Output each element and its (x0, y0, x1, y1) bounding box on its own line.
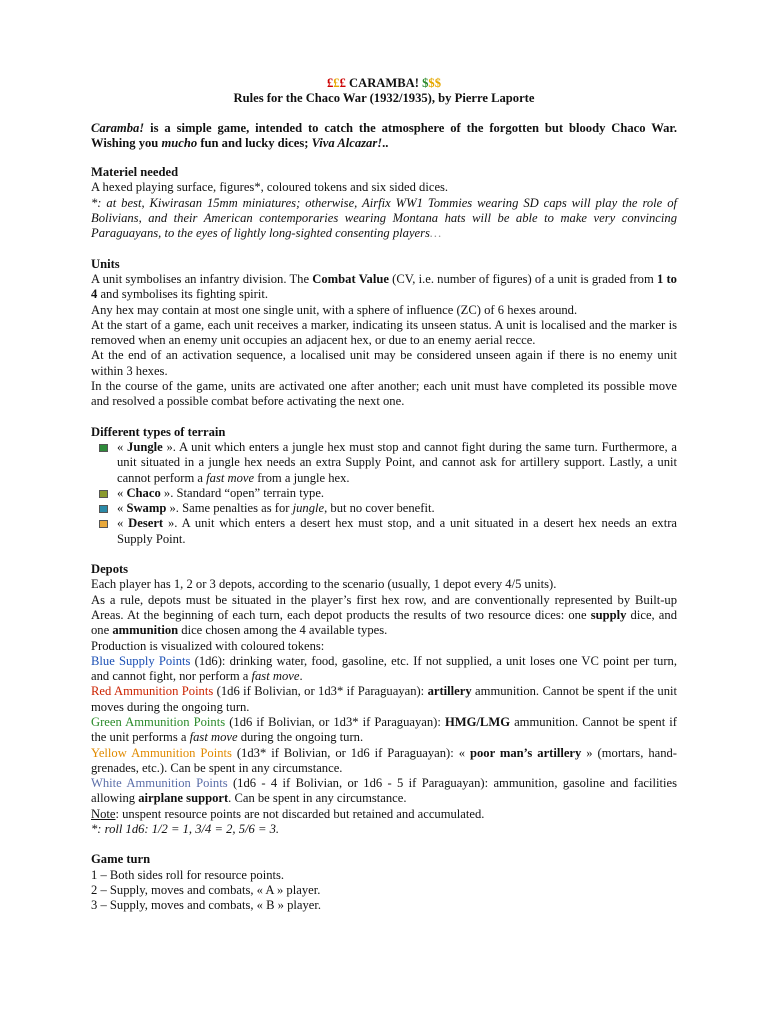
depots-p2-text-a: As a rule, depots must be situated in the player’s first hex row, and are conventionally represented by Built-up Areas. At the beginning of each turn, each depot products the results of two resource dices: one (91, 592, 677, 622)
terrain-open-quote: « (117, 485, 127, 500)
depots-heading: Depots (91, 562, 129, 577)
depots-paragraph-1: Each player has 1, 2 or 3 depots, according to the scenario (usually, 1 depot every 4/5 units). (91, 577, 557, 592)
intro-text-1: is a simple game, intended to catch the atmosphere of the forgotten but bloody Chaco War. Wishing you (91, 120, 677, 150)
materiel-ellipsis: … (429, 226, 442, 241)
materiel-note (91, 196, 677, 242)
depots-note-label: Note (91, 806, 116, 821)
red-ammunition-label: Red Ammunition Points (91, 684, 214, 699)
intro-text-3: .. (382, 135, 389, 150)
white-ammunition-label: White Ammunition Points (91, 776, 228, 791)
blue-supply-emphasis: fast move (251, 669, 300, 684)
units-paragraph-4: At the end of an activation sequence, a localised unit may be considered unseen again if there is no enemy unit within 3 hexes. (91, 348, 677, 378)
materiel-note-text: *: at best, Kiwirasan 15mm miniatures; otherwise, Airfix WW1 Tommies wearing SD caps will play the role of Bolivians, and their American contemporaries wearing Montana hats will be able to make very convincing Paraguayans, to the eyes of lightly long-sighted consenting players (91, 195, 677, 241)
terrain-close-quote: ». (162, 439, 179, 454)
terrain-emphasis: jungle (292, 501, 325, 516)
terrain-open-quote: « (117, 516, 129, 531)
depots-paragraph-3: Production is visualized with coloured tokens: (91, 638, 325, 653)
depots-ammunition-word: ammunition (112, 623, 179, 638)
title-dollar-green: $ (422, 76, 429, 90)
depots-note (91, 807, 677, 822)
terrain-text: Standard “open” terrain type. (176, 485, 325, 500)
green-ammunition-points (91, 715, 677, 746)
intro-mucho: mucho (161, 135, 198, 150)
chaco-square-icon (99, 490, 108, 498)
terrain-heading: Different types of terrain (91, 424, 226, 439)
desert-square-icon (99, 520, 108, 528)
depots-p2-text-e: dice chosen among the 4 available types. (178, 623, 388, 638)
units-paragraph-1 (91, 272, 677, 303)
units-paragraph-5: In the course of the game, units are activated one after another; each unit must have completed its possible move and resolved a possible combat before activating the next one. (91, 379, 677, 409)
terrain-name: Desert (128, 516, 164, 531)
green-ammunition-text: (1d6 if Bolivian, or 1d3* if Paraguayan): (225, 714, 445, 729)
units-combat-value: Combat Value (312, 271, 389, 286)
game-turn-step: 3 – Supply, moves and combats, « B » player. (91, 898, 322, 913)
terrain-close-quote: ». (163, 516, 182, 531)
units-cv-range: 1 to 4 (91, 271, 677, 302)
document-title (91, 76, 677, 91)
terrain-open-quote: « (117, 501, 127, 516)
materiel-section (91, 165, 677, 241)
yellow-ammunition-tail: » (mortars, hand-grenades, etc.). Can be spent in any circumstance. (91, 745, 677, 775)
white-ammunition-tail: . Can be spent in any circumstance. (228, 791, 407, 806)
white-ammunition-bold: airplane support (138, 791, 229, 806)
blue-supply-text: (1d6): drinking water, food, gasoline, etc. If not supplied, a unit loses one VC point per turn, and cannot fight, nor perform a (91, 653, 677, 684)
units-paragraph-2: Any hex may contain at most one single unit, with a sphere of influence (ZC) of 6 hexes around. (91, 302, 578, 317)
green-ammunition-label: Green Ammunition Points (91, 714, 226, 729)
title-pound-yellow: £ (333, 76, 340, 90)
intro-caramba: Caramba! (91, 120, 145, 135)
yellow-ammunition-points (91, 746, 677, 777)
terrain-name: Swamp (126, 501, 167, 516)
depots-p2-text-c: dice, and one (91, 607, 677, 638)
yellow-ammunition-text: (1d3* if Bolivian, or 1d6 if Paraguayan): « (231, 745, 470, 760)
terrain-tail: from a jungle hex. (254, 470, 350, 485)
terrain-name: Chaco (126, 485, 161, 500)
game-turn-section (91, 852, 677, 913)
red-ammunition-points (91, 684, 677, 715)
game-turn-heading: Game turn (91, 852, 151, 867)
red-ammunition-text: (1d6 if Bolivian, or 1d3* if Paraguayan): (213, 684, 428, 699)
terrain-text: A unit which enters a jungle hex must stop and cannot fight during the same turn. Furthermore, a unit situated in a jungle hex needs an extra Supply Point, and cannot ask for artillery support. Lastly, a unit cannot perform a (117, 439, 677, 485)
terrain-item-swamp (117, 501, 677, 516)
units-p1-text-e: and symbolises its fighting spirit. (97, 287, 269, 302)
green-ammunition-text-2: ammunition. Cannot be spent if the unit performs a (91, 714, 677, 745)
yellow-ammunition-label: Yellow Ammunition Points (91, 745, 232, 760)
blue-supply-tail: . (299, 669, 303, 684)
terrain-list (91, 440, 677, 547)
materiel-heading: Materiel needed (91, 165, 179, 180)
terrain-text: Same penalties as for (182, 501, 293, 516)
depots-paragraph-2 (91, 593, 677, 639)
terrain-section (91, 425, 677, 547)
title-dollar-yellow: $ (428, 76, 435, 90)
blue-supply-label: Blue Supply Points (91, 653, 191, 668)
document-page (91, 76, 677, 929)
game-turn-step: 1 – Both sides roll for resource points. (91, 867, 285, 882)
title-pound-red: £ (326, 76, 334, 90)
title-pound-red-2: £ (339, 76, 346, 90)
depots-roll-note: *: roll 1d6: 1/2 = 1, 3/4 = 2, 5/6 = 3. (91, 822, 280, 837)
white-ammunition-text: (1d6 - 4 if Bolivian, or 1d6 - 5 if Paraguayan): ammunition, gasoline and facilities allowing (91, 776, 677, 806)
yellow-ammunition-bold: poor man’s artillery (469, 745, 582, 760)
green-ammunition-bold: HMG/LMG (444, 714, 510, 729)
terrain-item-chaco (117, 486, 677, 501)
intro-paragraph (91, 121, 677, 152)
terrain-emphasis: fast move (206, 470, 255, 485)
terrain-close-quote: ». (166, 501, 183, 516)
terrain-name: Jungle (127, 439, 163, 454)
terrain-open-quote: « (117, 439, 128, 454)
materiel-line: A hexed playing surface, figures*, coloured tokens and six sided dices. (91, 180, 449, 195)
terrain-text: A unit which enters a desert hex must stop, and a unit situated in a desert hex needs an extra Supply Point. (117, 516, 677, 546)
title-dollar-yellow-2: $ (434, 76, 442, 90)
units-p1-text-a: A unit symbolises an infantry division. The (91, 271, 313, 286)
units-section (91, 257, 677, 410)
red-ammunition-tail: ammunition. Cannot be spent if the unit moves during the ongoing turn. (91, 684, 677, 714)
document-subtitle: Rules for the Chaco War (1932/1935), by Pierre Laporte (233, 91, 535, 106)
terrain-tail: , but no cover benefit. (324, 501, 435, 516)
jungle-square-icon (99, 444, 108, 452)
terrain-item-jungle (117, 440, 677, 486)
game-turn-step: 2 – Supply, moves and combats, « A » player. (91, 882, 321, 897)
terrain-close-quote: ». (160, 485, 177, 500)
swamp-square-icon (99, 505, 108, 513)
terrain-item-desert (117, 516, 677, 547)
intro-text-2: fun and lucky dices; (197, 135, 312, 150)
blue-supply-points (91, 654, 677, 685)
intro-viva: Viva Alcazar! (311, 135, 383, 150)
units-p1-text-c: (CV, i.e. number of figures) of a unit is graded from (388, 271, 657, 286)
green-ammunition-emphasis: fast move (189, 730, 238, 745)
title-text: CARAMBA! (345, 76, 423, 90)
depots-section (91, 562, 677, 837)
units-heading: Units (91, 256, 120, 271)
depots-supply-word: supply (590, 607, 627, 622)
white-ammunition-points (91, 776, 677, 807)
depots-note-text: : unspent resource points are not discarded but retained and accumulated. (115, 806, 485, 821)
units-paragraph-3: At the start of a game, each unit receives a marker, indicating its unseen status. A unit is localised and the marker is removed when an enemy unit occupies an adjacent hex, or due to an enemy aerial recce. (91, 317, 677, 348)
green-ammunition-tail: during the ongoing turn. (237, 730, 364, 745)
red-ammunition-bold: artillery (427, 684, 472, 699)
